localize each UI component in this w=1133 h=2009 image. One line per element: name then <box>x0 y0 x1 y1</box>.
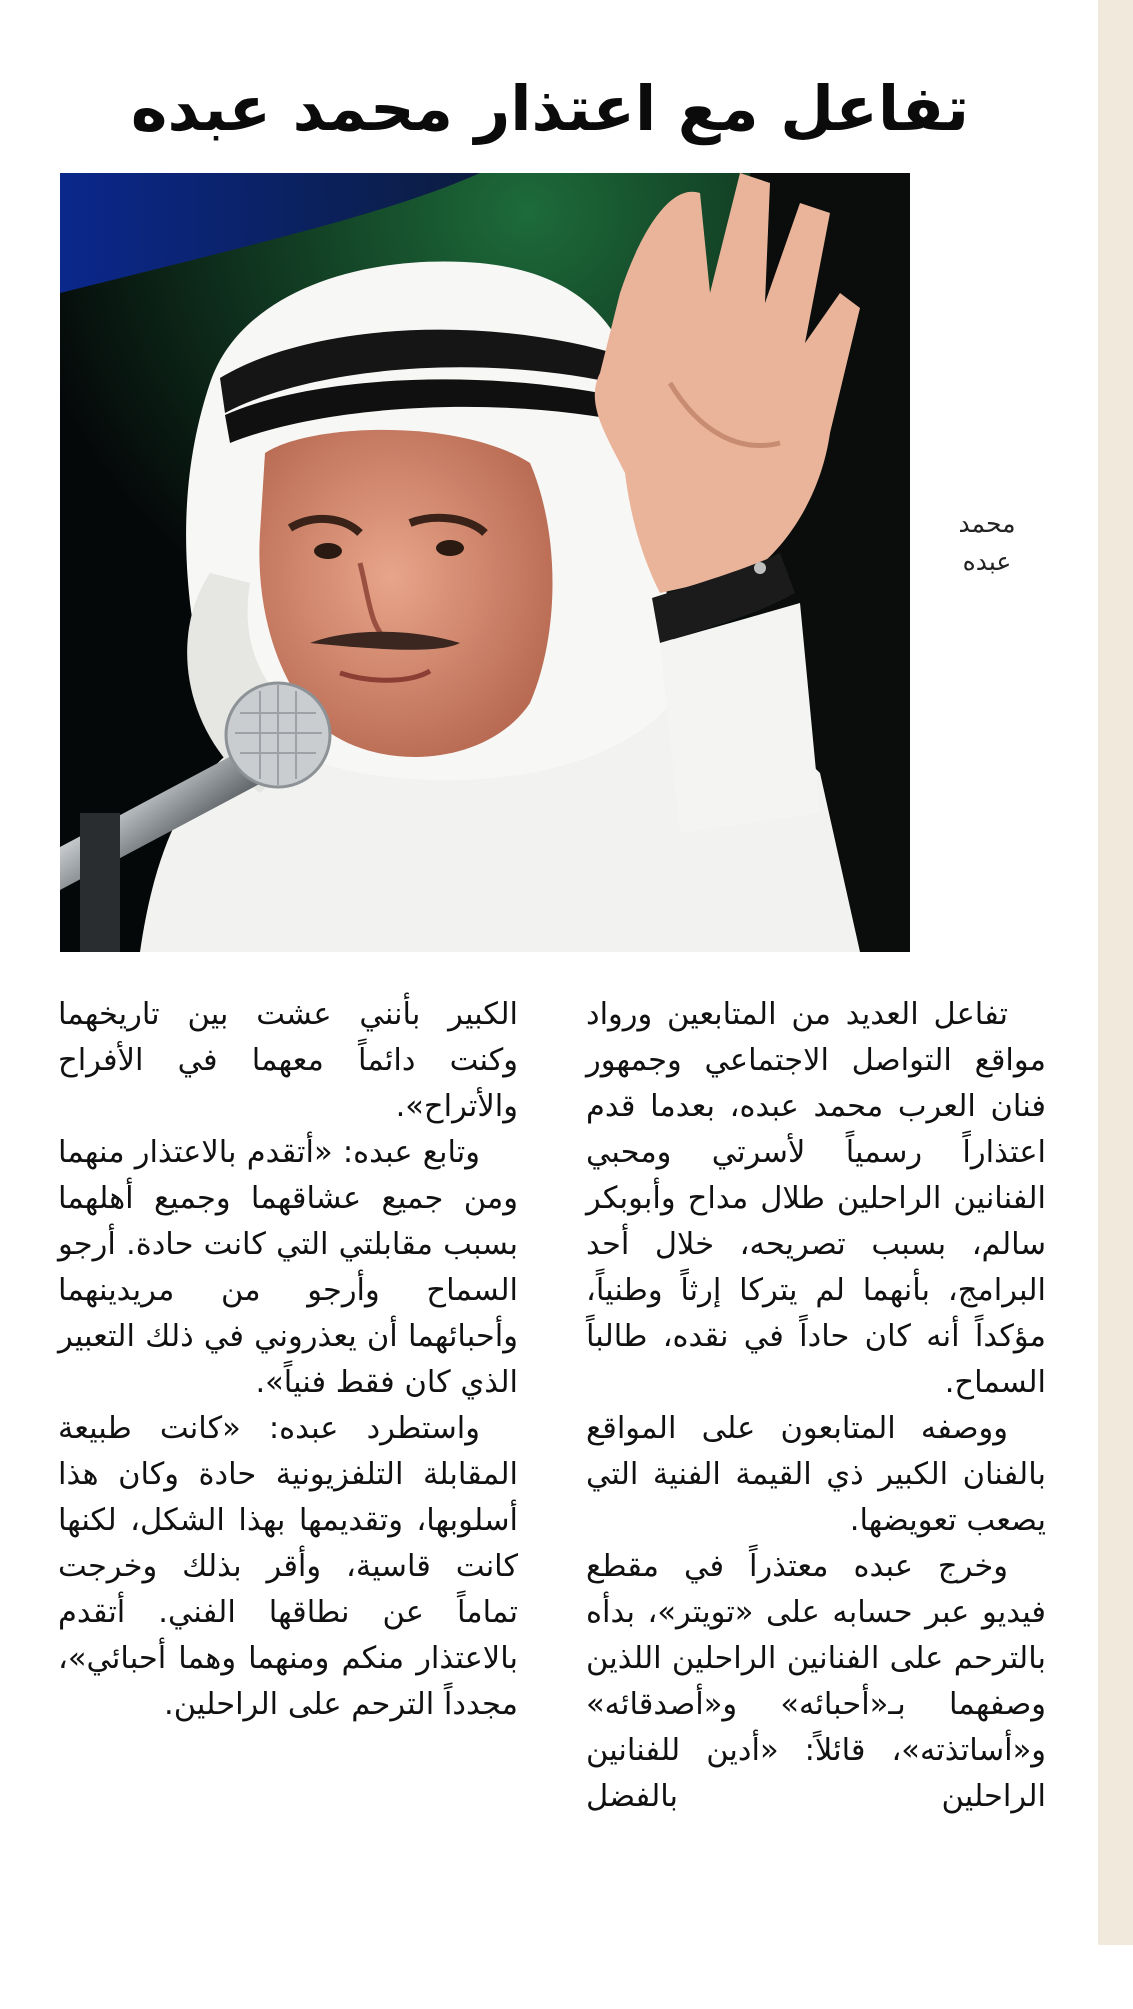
paragraph: وخرج عبده معتذراً في مقطع فيديو عبر حسابه على «تويتر»، بدأه بالترحم على الفنانين الراحلين اللذين وصفهما بـ«أحبائه» و«أصدقائه» و«أساتذته»، قائلاً: «أدين للفنانين الراحلين بالفضل <box>586 1549 1046 1814</box>
paragraph: واستطرد عبده: «كانت طبيعة المقابلة التلفزيونية حادة وكان هذا أسلوبها، وتقديمها بهذا الشكل، لكنها كانت قاسية، وأقر بذلك وخرجت تماماً عن نطاقها الفني. أتقدم بالاعتذار منكم ومنهما وهما أحبائي»، مجدداً الترحم على الراحلين. <box>58 1411 518 1722</box>
article-photo <box>60 173 910 952</box>
paragraph: ووصفه المتابعون على المواقع بالفنان الكبير ذي القيمة الفنية التي يصعب تعويضها. <box>586 1411 1046 1538</box>
paragraph: الكبير بأنني عشت بين تاريخهما وكنت دائماً معهما في الأفراح والأتراح». <box>58 997 518 1124</box>
article-column-left <box>58 992 518 1728</box>
page-edge-strip <box>1098 0 1133 1945</box>
paragraph: تفاعل العديد من المتابعين ورواد مواقع التواصل الاجتماعي وجمهور فنان العرب محمد عبده، بعدما قدم اعتذاراً رسمياً لأسرتي ومحبي الفنانين الراحلين طلال مداح وأبوبكر سالم، بسبب تصريحه، خلال أحد البرامج، بأنهما لم يتركا إرثاً وطنياً، مؤكداً أنه كان حاداً في نقده، طالباً السماح. <box>586 997 1046 1400</box>
headline: تفاعل مع اعتذار محمد عبده <box>130 71 970 145</box>
photo-caption <box>922 505 1052 581</box>
paragraph: وتابع عبده: «أتقدم بالاعتذار منهما ومن جميع عشاقهما وجميع أهلهما بسبب مقابلتي التي كانت حادة. أرجو السماح وأرجو من مريدينهما وأحبائهما أن يعذروني في ذلك التعبير الذي كان فقط فنياً». <box>58 1135 518 1400</box>
caption-line-1: محمد <box>958 509 1016 538</box>
caption-line-2: عبده <box>962 547 1012 576</box>
article-column-right <box>586 992 1046 1820</box>
